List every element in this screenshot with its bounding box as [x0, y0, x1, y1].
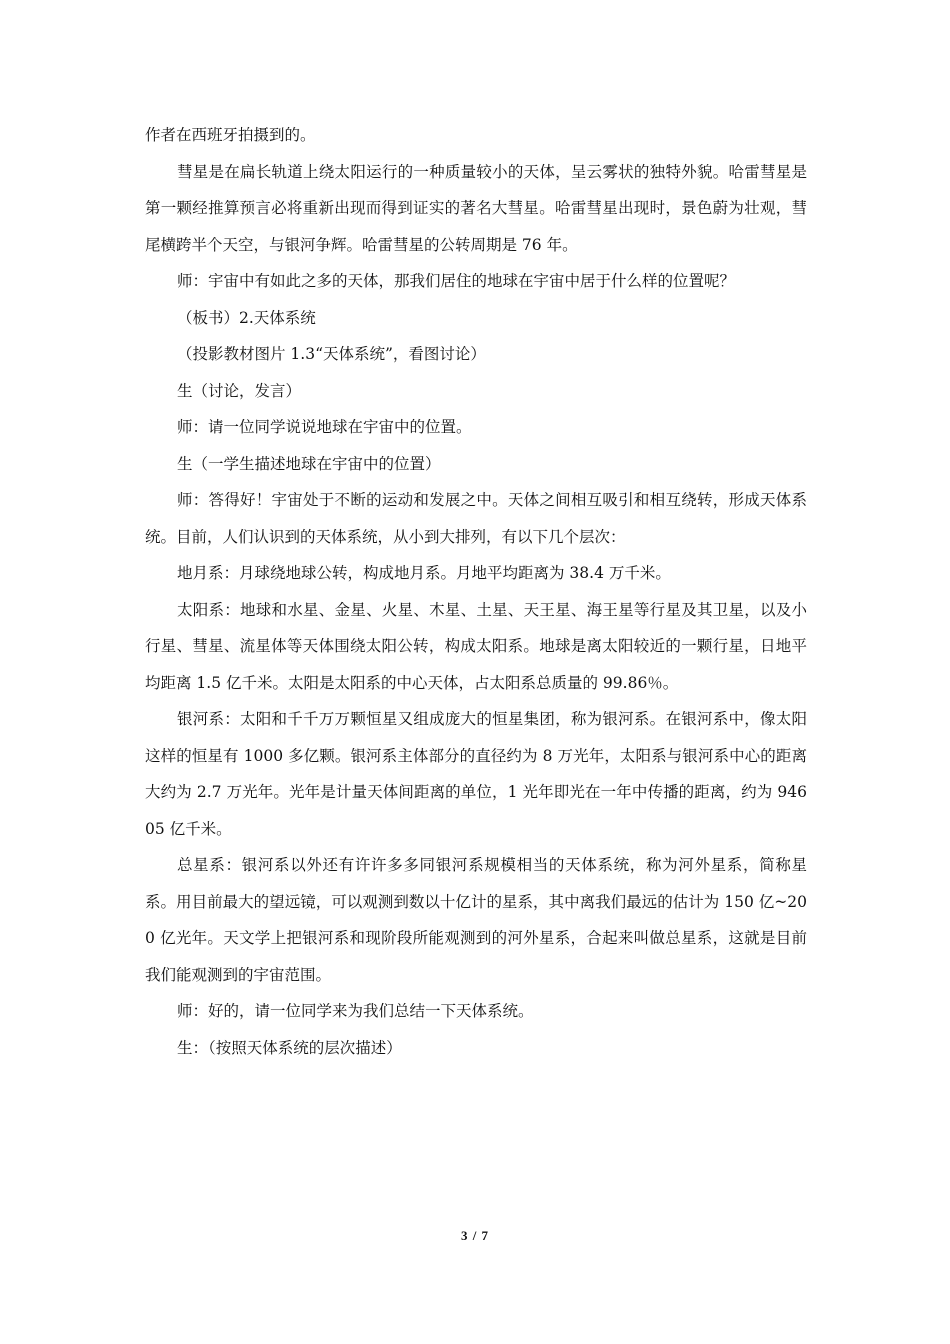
paragraph: 生（一学生描述地球在宇宙中的位置） [177, 454, 441, 473]
paragraph: 师：请一位同学说说地球在宇宙中的位置。 [177, 418, 472, 436]
paragraph: 太阳系：地球和水星、金星、火星、木星、土星、天王星、海王星等行星及其卫星，以及小行星、彗星、流星体等天体围绕太阳公转，构成太阳系。地球是离太阳较近的一颗行星，日地平均距离 1.5 亿千米。太阳是太阳系的中心天体，占太阳系总质量的 99.86％。 [145, 600, 807, 692]
paragraph: （板书）2.天体系统 [177, 308, 316, 327]
paragraph: 银河系：太阳和千千万万颗恒星又组成庞大的恒星集团，称为银河系。在银河系中，像太阳这样的恒星有 1000 多亿颗。银河系主体部分的直径约为 8 万光年，太阳系与银河系中心的距离大约为 2.7 万光年。光年是计量天体间距离的单位，1 光年即光在一年中传播的距离，约为 94605 亿千米。 [145, 710, 807, 838]
paragraph: 生：（按照天体系统的层次描述） [177, 1038, 402, 1057]
paragraph: 师：答得好！宇宙处于不断的运动和发展之中。天体之间相互吸引和相互绕转，形成天体系统。目前，人们认识到的天体系统，从小到大排列，有以下几个层次： [145, 491, 807, 546]
page-number: 3 / 7 [460, 1228, 490, 1243]
document-body [145, 117, 807, 1066]
paragraph: 地月系：月球绕地球公转，构成地月系。月地平均距离为 38.4 万千米。 [177, 564, 671, 582]
paragraph: 彗星是在扁长轨道上绕太阳运行的一种质量较小的天体，呈云雾状的独特外貌。哈雷彗星是第一颗经推算预言必将重新出现而得到证实的著名大彗星。哈雷彗星出现时，景色蔚为壮观，彗尾横跨半个天空，与银河争辉。哈雷彗星的公转周期是 76 年。 [145, 162, 807, 254]
paragraph: 作者在西班牙拍摄到的。 [145, 126, 316, 144]
paragraph: （投影教材图片 1.3“天体系统”，看图讨论） [177, 345, 486, 363]
paragraph: 师：好的，请一位同学来为我们总结一下天体系统。 [177, 1002, 534, 1020]
paragraph: 生（讨论，发言） [177, 381, 302, 400]
paragraph: 师：宇宙中有如此之多的天体，那我们居住的地球在宇宙中居于什么样的位置呢？ [177, 272, 736, 290]
paragraph: 总星系：银河系以外还有许许多多同银河系规模相当的天体系统，称为河外星系，简称星系。用目前最大的望远镜，可以观测到数以十亿计的星系，其中离我们最远的估计为 150 亿~200 亿光年。天文学上把银河系和现阶段所能观测到的河外星系，合起来叫做总星系，这就是目前我们能观测到的宇宙范围。 [145, 856, 807, 984]
